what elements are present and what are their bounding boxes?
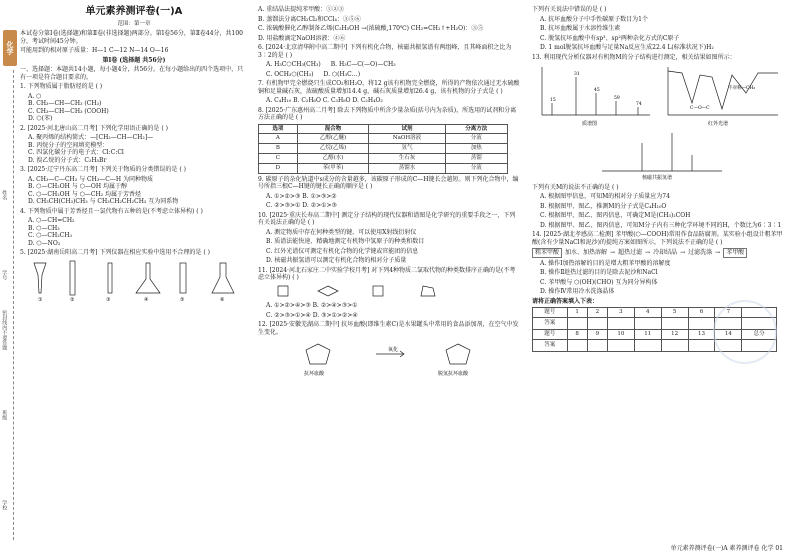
answer-cell[interactable] xyxy=(634,317,661,329)
option-13c: C. 根据图甲、图乙、图丙信息，可确定M是(CH₃)₂COH xyxy=(540,212,691,219)
spectra-figure xyxy=(532,63,782,181)
question-14: 14. [2025·湖北孝感高二检测] 苯甲酸(⬡—COOH)常用作食品防腐剂。某实验小组设计粗苯甲酸(含有少量NaCl和泥沙)的提纯方案如图所示，下列说法不正确的是 ( ) xyxy=(532,231,783,246)
question-7: 7. 有机物甲完全燃烧只生成CO₂和H₂O，将12 g该有机物完全燃烧，所得的产物依次通过无水硫酸铜和足量碱石灰，浓硫酸质量增加14.4 g，碱石灰质量增加26.4 g，该有机物的分子式是 ( ) xyxy=(258,80,520,95)
answer-cell[interactable] xyxy=(688,339,715,351)
option-10d: D. 核磁共振氢谱可以测定有机化合物的相对分子质量 xyxy=(266,257,407,265)
atomic-masses: 可能用到的相对原子质量：H—1 C—12 N—14 O—16 xyxy=(20,47,169,55)
struct-label-right: 脱氢抗坏血酸 xyxy=(438,371,469,378)
arrow-label: 氧化 xyxy=(388,347,399,354)
answer-cell[interactable] xyxy=(567,317,587,329)
option-10a: A. 测定物质中存在何种类型的键，可以使用X射线衍射仪 xyxy=(266,228,417,236)
seal-note: 密封线内不要答题 xyxy=(1,310,8,350)
thermometer-icon xyxy=(108,263,112,293)
answer-prompt: 请将正确答案填入下表： xyxy=(532,297,599,305)
answer-cell[interactable] xyxy=(634,339,661,351)
id-label: 学号 xyxy=(1,270,8,280)
flow-step: 冷却结晶 xyxy=(653,249,678,256)
table-row: A 乙醇(乙醚) NaOH溶液 分液 xyxy=(259,134,508,144)
flow-step: 加水、加热溶解 xyxy=(565,249,608,256)
question-list xyxy=(20,83,248,257)
q5-option-d: D. 用盐酸滴定NaOH溶液：④⑥ xyxy=(258,34,346,42)
option-10b: B. 质谱法能快速、精确地测定有机物中氢原子的种类和数目 xyxy=(266,238,425,246)
question-13: 13. 利用现代分析仪器对有机物M的分子结构进行测定，相关结果如图所示： xyxy=(532,53,736,61)
ir-caption: 红外光谱 xyxy=(708,121,729,127)
q8-table: 选项 混合物 试剂 分离方法 A 乙醇(乙醚) NaOH溶液 分液 B 乙烷(乙烯) 氢气 加热 C 乙醇(水) 生石灰 蒸馏 D 苯(甲苯) 蒸馏水 分液 xyxy=(258,124,508,174)
question-5: 5. [2025·湖南岳阳高二月考] 下列仪器在相应实验中选用不合理的是 ( ) xyxy=(20,249,210,257)
apparatus-label: ⑥ xyxy=(220,296,225,303)
options-7: A. C₄H₁₀ B. C₂H₆O C. C₃H₈O D. C₂H₄O₂ xyxy=(266,97,383,104)
question-1: 1. 下列物质属于脂肪烃的是 ( ) xyxy=(20,83,103,91)
ms-peak: 74 xyxy=(636,102,642,107)
subject-tag: 化学 xyxy=(3,30,17,66)
answer-cell[interactable] xyxy=(607,317,634,329)
option-12d: D. 1 mol脱氢抗坏血酸与足量Na反应生成22.4 L(标准状况下)H₂ xyxy=(540,44,714,51)
question-11: 11. [2024·河北石家庄二中实验学校月考] 对下列4种物质二氯取代物的种类数排序正确的是(不考虑立体异构) ( ) xyxy=(258,266,516,282)
option-14b: B. 操作Ⅱ趁热过滤的目的是除去泥沙和NaCl xyxy=(540,269,658,276)
q5-option-b: B. 蒸馏法分离CH₂Cl₂和CCl₄：③⑤⑥ xyxy=(258,15,361,23)
table-row: B 乙烷(乙烯) 氢气 加热 xyxy=(259,144,508,154)
answer-cell[interactable] xyxy=(607,339,634,351)
q12-stem: 下列有关说法中错误的是 ( ) xyxy=(532,6,607,13)
option-12b: B. 抗坏血酸属于水溶性维生素 xyxy=(540,25,621,32)
apparatus-label: ① xyxy=(38,296,43,303)
options-6b: C. OCH₃⬡(CH₃) D. ⬡(H₃C…) xyxy=(266,70,361,78)
flow-end: 苯甲酸 xyxy=(723,248,747,258)
answer-cell[interactable] xyxy=(587,317,607,329)
apparatus-label: ② xyxy=(70,296,75,303)
ir-label: C—O—C xyxy=(690,106,710,111)
struct-label-left: 抗坏血酸 xyxy=(304,371,325,378)
question-9: 9. 碳原子的杂化轨道中s成分的含量越多，该碳原子形成的C—H键长会越短。则下列化合物中，编号所指三根C—H键的键长正确的顺序是 ( ) xyxy=(258,175,519,191)
options-1: A. ⬡ B. CH₃—CH—CH₃ (CH₃) C. CH₃—CH—CH₃ (COOH) D. ⬡(苯) xyxy=(28,92,109,123)
answer-cell[interactable] xyxy=(587,339,607,351)
name-label: 姓名 xyxy=(1,190,8,200)
apparatus-label: ③ xyxy=(106,296,111,303)
conical-flask-icon xyxy=(212,263,234,293)
cubane-icon xyxy=(373,286,383,296)
question-8: 8. [2025·广东惠州高二月考] 除去下列物质中所含少量杂质(括号内为杂质)，所选用的试剂和分离方法正确的是 ( ) xyxy=(258,106,517,121)
q5-option-a: A. 重结晶法提纯苯甲酸：①②③ xyxy=(258,6,345,13)
page-footer: 单元素养测评卷(一)A 素养测评卷 化学 01 xyxy=(670,544,783,552)
q12-reaction xyxy=(258,338,518,378)
flow-diagram: 粗苯甲酸 加水、加热溶解 → 超热过滤 → 冷却结晶 → 过滤洗涤 → 苯甲酸 xyxy=(532,248,784,258)
ms-peak: 59 xyxy=(614,96,620,101)
ms-peak: 31 xyxy=(574,72,580,77)
options-11b: C. ②>③>①>④ D. ③>①>②>④ xyxy=(266,311,358,319)
flow-step: 超热过滤 xyxy=(618,249,643,256)
option-13b: B. 根据图甲、图乙，推测M的分子式是C₄H₁₀O xyxy=(540,202,667,210)
option-13a: A. 根据图甲信息，可知M的相对分子质量应为74 xyxy=(540,193,670,200)
options-3: A. CH₃—C—CH₃ 与 CH₃—C—H 为同种物质 B. ⬡—CH₂OH 与 ⬡—OH 均属于醇 C. ⬡—CH₂OH 与 ⬡—CH₂ 均属于芳香烃 D. CH₃CH(CH₃)CH₃ 与 CH₃CH₂CH₂CH₃ 互为同系物 xyxy=(28,175,179,206)
seal-line xyxy=(13,70,14,540)
option-10c: C. 红外光谱仪可测定有机化合物的化学键或官能团的信息 xyxy=(266,247,419,255)
options-2: A. 聚丙烯的结构简式：—[CH₂—CH—CH₂]— B. 丙烷分子的空间填充模型： C. 四氯化碳分子的电子式：Cl:C:Cl D. 溴乙烷的分子式：C₂H₅Br xyxy=(28,134,154,164)
watermark-seal xyxy=(713,300,777,364)
options-4: A. ⬡—CH=CH₂ B. ⬡—CH₃ C. ⬡—CH₂CH₃ D. ⬡—NO₂ xyxy=(28,217,75,247)
options-11a: A. ①>②>④>③ B. ②>④>③>① xyxy=(266,302,358,310)
table-row: D 苯(甲苯) 蒸馏水 分液 xyxy=(259,164,508,174)
question-6: 6. [2024·北京清华附中高二期中] 下列有机化合物，核磁共振氢谱有两组峰，且其峰面积之比为3∶2的是 ( ) xyxy=(258,44,512,59)
option-14c: C. 苯甲酸与 ⬡(OH)(CHO) 互为同分异构体 xyxy=(540,278,658,286)
nmr-caption: 核磁共振氢谱 xyxy=(642,175,673,181)
binding-margin xyxy=(0,0,16,556)
question-10: 10. [2025·重庆长寿高二期中] 测定分子结构的现代仪器和谱图是化学研究的重要手段之一，下列有关说法正确的是 ( ) xyxy=(258,211,516,227)
option-14d: D. 操作Ⅳ常用冷水洗涤晶体 xyxy=(540,288,615,295)
adamantane-icon xyxy=(421,286,435,296)
question-12: 12. [2025·安徽芜湖高二期中] 抗坏血酸(即维生素C)是水果罐头中常用的食品添加剂，在空气中发生变化。 xyxy=(258,321,519,336)
ring-icon xyxy=(446,344,470,364)
q5-option-c: C. 浓硫酸催化乙醇制备乙烯(C₂H₅OH →(浓硫酸,170℃) CH₂=CH₂↑+H₂O)：③⑤ xyxy=(258,25,484,32)
part-title: 第Ⅰ卷 (选择题 共56分) xyxy=(102,56,166,64)
cyclobutane-icon xyxy=(278,286,288,296)
column-2 xyxy=(258,6,520,381)
answer-table: 题号 1 2 3 4 5 6 7 答案 题号 8 9 10 11 12 13 14 总分 答案 xyxy=(532,307,777,352)
class-label: 班级 xyxy=(1,410,8,420)
ir-label: 不对称—CH₃ xyxy=(728,86,756,91)
question-4: 4. 下列物质中属于芳香烃且一氯代物有五种的是(不考虑立体异构) ( ) xyxy=(20,207,203,215)
q13-stem: 下列有关M的说法不正确的是 ( ) xyxy=(532,183,619,191)
q11-structures xyxy=(258,284,508,300)
answer-cell[interactable] xyxy=(661,339,688,351)
flow-step: 过滤洗涤 xyxy=(688,249,713,256)
page-title: 单元素养测评卷(一)A xyxy=(85,6,183,17)
answer-cell[interactable] xyxy=(567,339,587,351)
ms-peak: 45 xyxy=(594,88,600,93)
burette-icon xyxy=(70,261,75,295)
intro: 本试卷分第Ⅰ卷(选择题)和第Ⅱ卷(非选择题)两部分。第Ⅰ卷56分，第Ⅱ卷44分，共100分，考试时间45分钟。 xyxy=(20,30,243,45)
table-row: C 乙醇(水) 生石灰 蒸馏 xyxy=(259,154,508,164)
flow-start: 粗苯甲酸 xyxy=(532,248,562,258)
ms-peak: 15 xyxy=(550,98,556,103)
apparatus-label: ④ xyxy=(144,296,149,303)
answer-cell[interactable] xyxy=(661,317,688,329)
options-6: A. H₃C⬡CH₃(CH₃) B. H₃C—C(—O)—CH₃ xyxy=(266,61,396,68)
apparatus-label: ⑤ xyxy=(180,296,185,303)
options-9a: A. ①>②>③ B. ①>③>② xyxy=(266,192,337,200)
school-label: 学校 xyxy=(1,500,8,510)
question-2: 2. [2025·河北唐山高二月考] 下列化学用语正确的是 ( ) xyxy=(20,124,168,132)
answer-cell[interactable] xyxy=(688,317,715,329)
bicyclic-icon xyxy=(318,286,338,296)
option-12a: A. 抗坏血酸分子中手性碳原子数目为1个 xyxy=(540,15,648,23)
apparatus-figure xyxy=(20,259,248,303)
option-12c: C. 脱氢抗坏血酸中有sp³、sp²两种杂化方式的C原子 xyxy=(540,34,680,42)
option-14a: A. 操作Ⅰ加热溶解的目的是增大粗苯甲酸的溶解度 xyxy=(540,259,671,267)
option-13d: D. 根据图甲、图乙、图丙信息，可知M分子内有三种化学环境不同的H，个数比为6∶3∶1 xyxy=(540,221,782,229)
column-1 xyxy=(20,6,248,305)
instructions: 一、选择题：本题共14小题，每小题4分，共56分。在每小题给出的四个选项中，只有一项是符合题目要求的。 xyxy=(20,66,244,81)
condenser-icon xyxy=(180,263,186,293)
scope: 范围：第一章 xyxy=(117,20,151,27)
options-9b: C. ②>③>① D. ②>①>③ xyxy=(266,202,337,210)
ms-caption: 质谱图 xyxy=(582,121,598,127)
ring-icon xyxy=(306,344,330,364)
flask-icon xyxy=(136,263,160,293)
question-3: 3. [2025·辽宁丹东高二月考] 下列关于物质的分类错误的是 ( ) xyxy=(20,166,186,174)
funnel-icon xyxy=(34,263,46,293)
